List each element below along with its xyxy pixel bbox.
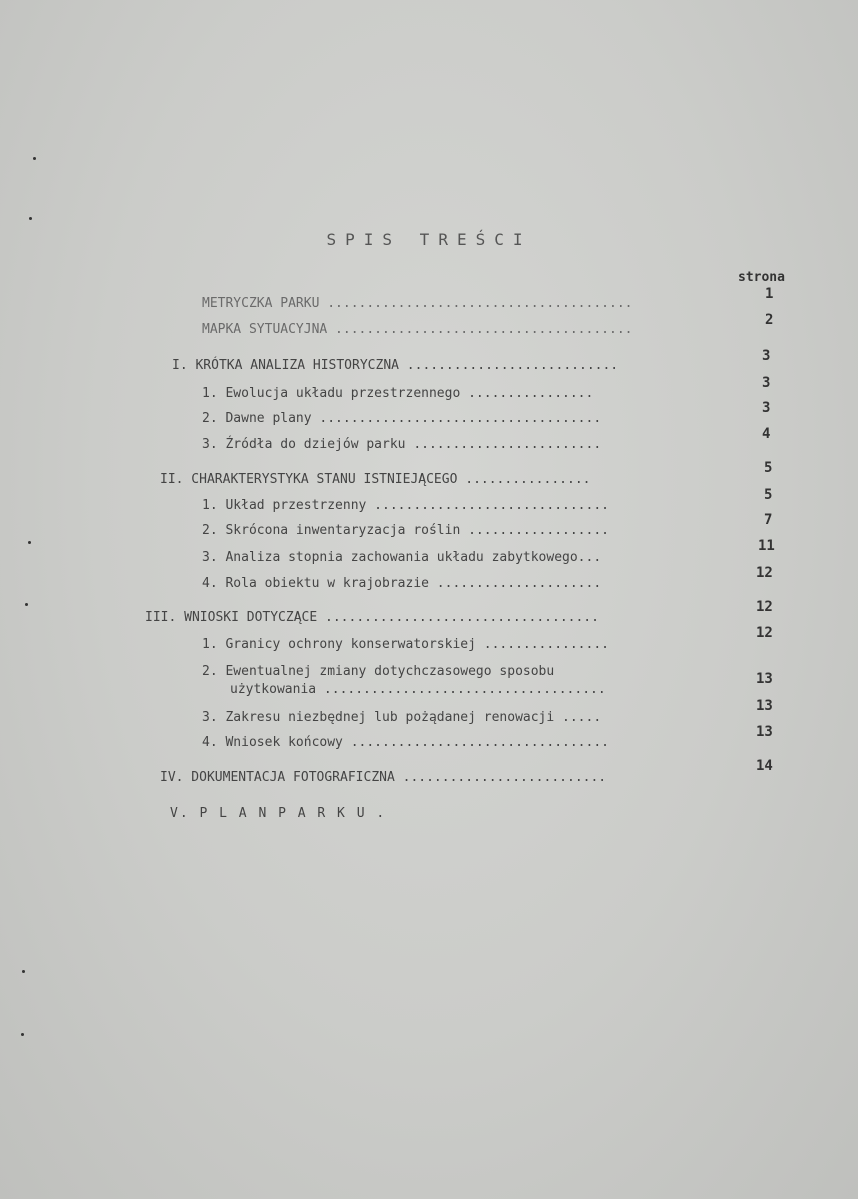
toc-section-heading: V. P L A N P A R K U .: [170, 806, 387, 821]
toc-entry: 4. Rola obiektu w krajobrazie .....................: [202, 576, 602, 591]
toc-entry: 3. Źródła do dziejów parku ........................: [202, 437, 602, 452]
document-title: SPIS TREŚCI: [326, 230, 532, 249]
toc-page-number: 4: [762, 426, 771, 442]
toc-entry: MAPKA SYTUACYJNA ......................................: [202, 322, 633, 337]
toc-page-number: 13: [756, 724, 773, 740]
toc-section-heading: III. WNIOSKI DOTYCZĄCE ...................................: [145, 610, 599, 625]
toc-page-number: 11: [758, 538, 775, 554]
toc-entry: 3. Zakresu niezbędnej lub pożądanej renowacji .....: [202, 710, 602, 725]
toc-page-number: 3: [762, 375, 771, 391]
toc-section-heading: II. CHARAKTERYSTYKA STANU ISTNIEJĄCEGO ................: [160, 472, 591, 487]
toc-entry: 4. Wniosek końcowy .................................: [202, 735, 609, 750]
toc-page-number: 7: [764, 512, 773, 528]
toc-entry-continuation: użytkowania ....................................: [230, 682, 606, 697]
toc-page-number: 1: [765, 286, 774, 302]
margin-speck: [28, 541, 31, 544]
toc-entry: 2. Skrócona inwentaryzacja roślin ..................: [202, 523, 609, 538]
margin-speck: [25, 603, 28, 606]
toc-entry: 1. Granicy ochrony konserwatorskiej ................: [202, 637, 609, 652]
toc-entry: 1. Układ przestrzenny ..............................: [202, 498, 609, 513]
toc-entry: 1. Ewolucja układu przestrzennego ................: [202, 386, 594, 401]
toc-entry: 2. Dawne plany ....................................: [202, 411, 602, 426]
toc-page-number: 14: [756, 758, 773, 774]
toc-entry: METRYCZKA PARKU .......................................: [202, 296, 633, 311]
toc-page-number: 12: [756, 625, 773, 641]
toc-section-heading: I. KRÓTKA ANALIZA HISTORYCZNA ...........................: [172, 358, 619, 373]
toc-page-number: 2: [765, 312, 774, 328]
page-column-header: strona: [738, 270, 785, 285]
toc-entry: 3. Analiza stopnia zachowania układu zabytkowego...: [202, 550, 602, 565]
toc-page-number: 13: [756, 698, 773, 714]
toc-page-number: 12: [756, 599, 773, 615]
toc-entry: 2. Ewentualnej zmiany dotychczasowego sposobu: [202, 664, 555, 679]
toc-page-number: 3: [762, 348, 771, 364]
margin-speck: [29, 217, 32, 220]
toc-page-number: 13: [756, 671, 773, 687]
toc-page-number: 5: [764, 460, 773, 476]
toc-page-number: 5: [764, 487, 773, 503]
toc-section-heading: IV. DOKUMENTACJA FOTOGRAFICZNA ..........................: [160, 770, 607, 785]
toc-page-number: 3: [762, 400, 771, 416]
margin-speck: [22, 970, 25, 973]
margin-speck: [33, 157, 36, 160]
margin-speck: [21, 1033, 24, 1036]
toc-page-number: 12: [756, 565, 773, 581]
